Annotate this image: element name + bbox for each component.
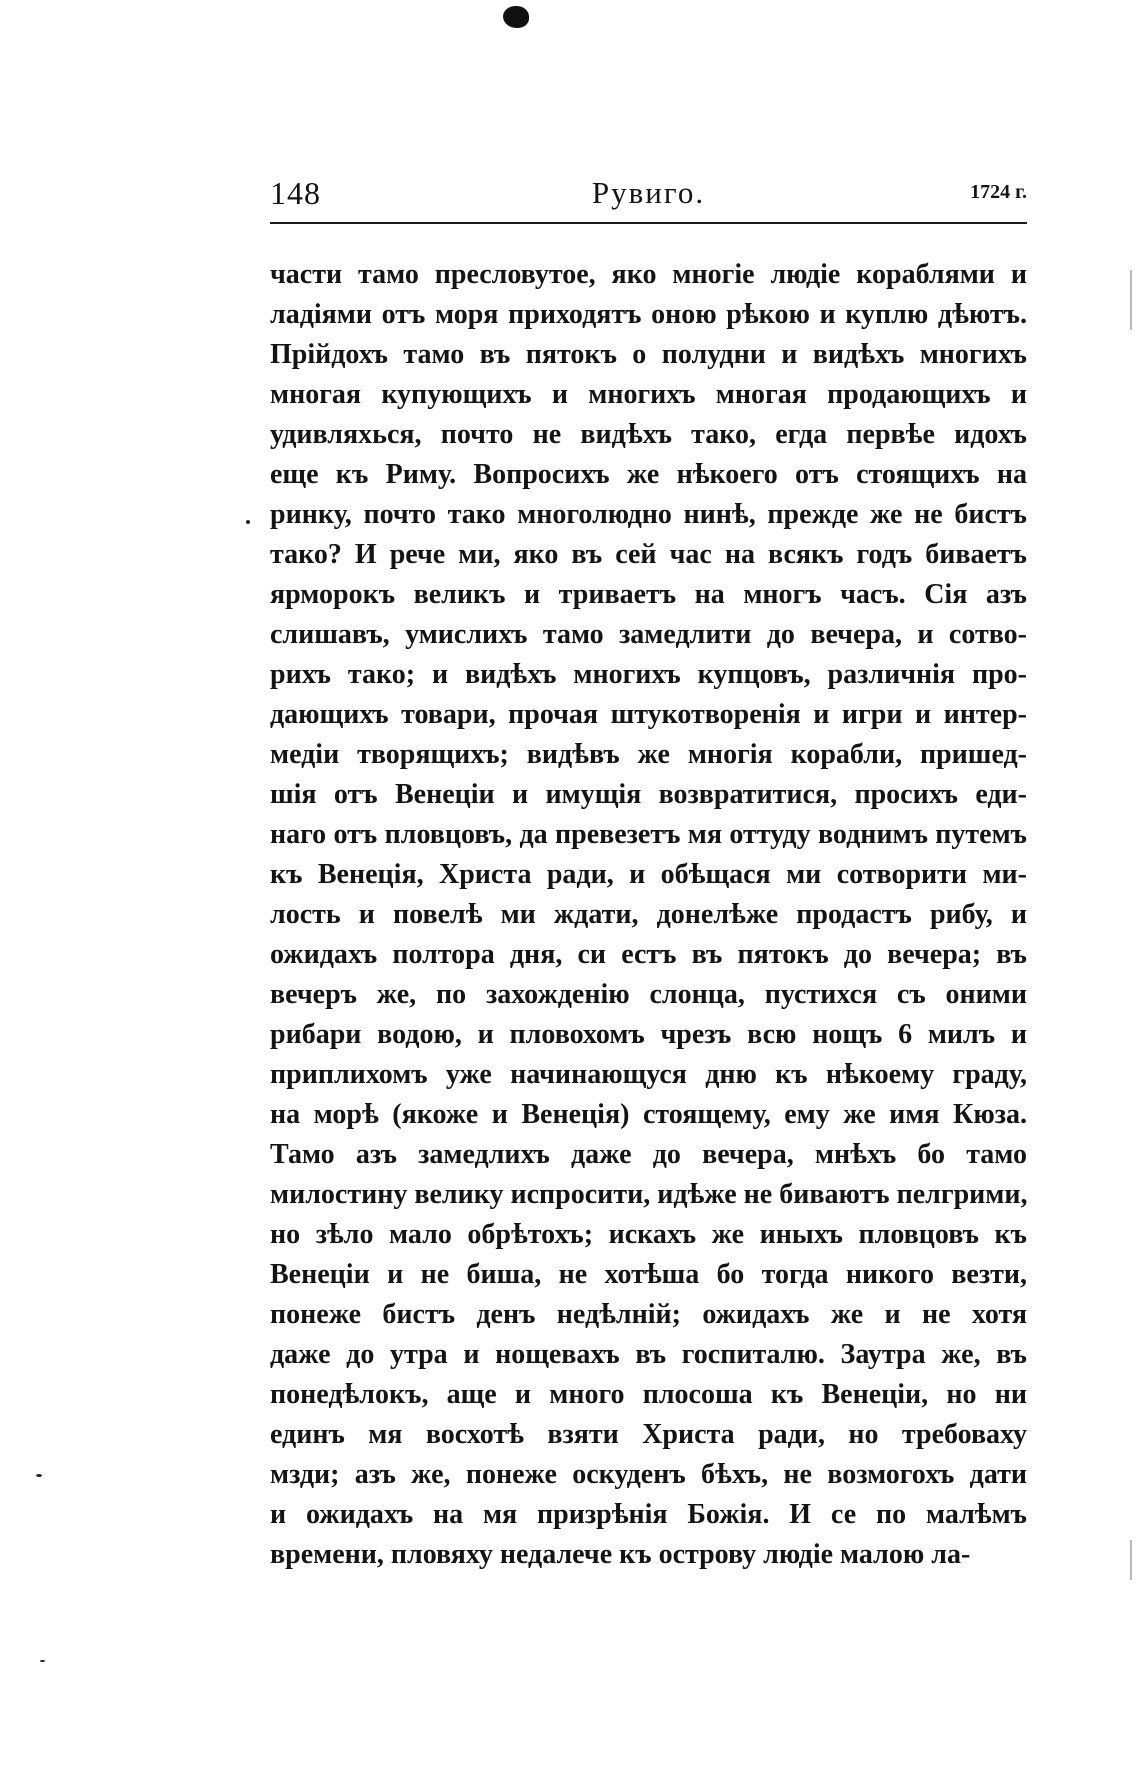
text-line: наго отъ пловцовъ, да превезетъ мя оттуду воднимъ путемъ — [270, 819, 1027, 850]
page-number: 148 — [270, 175, 321, 211]
text-line: еще къ Риму. Вопросихъ же нѣкоего отъ стоящихъ на — [270, 459, 1027, 490]
year-label: 1724 г. — [970, 181, 1027, 203]
scan-edge-mark — [1130, 1540, 1132, 1580]
text-line: Венеціи и не биша, не хотѣша бо тогда никого везти, — [270, 1259, 1027, 1290]
text-line: но зѣло мало обрѣтохъ; искахъ же иныхъ пловцовъ къ — [270, 1219, 1027, 1250]
text-line: Прійдохъ тамо въ пятокъ о полудни и видѣхъ многихъ — [270, 339, 1027, 370]
text-line: даже до утра и нощевахъ въ госпиталю. Заутра же, въ — [270, 1339, 1027, 1370]
body-text — [270, 255, 1027, 1575]
text-line: приплихомъ уже начинающуся дню къ нѣкоему граду, — [270, 1059, 1027, 1090]
page-header — [270, 175, 1027, 223]
text-line: къ Венеція, Христа ради, и обѣщася ми сотворити ми- — [270, 859, 1027, 890]
text-line: части тамо пресловутое, яко многіе людіе кораблями и — [270, 259, 1027, 290]
text-line: слишавъ, умислихъ тамо замедлити до вечера, и сотво- — [270, 619, 1027, 650]
text-line: ринку, почто тако многолюдно нинѣ, прежде же не бистъ — [270, 499, 1027, 530]
text-line: понеже бистъ денъ недѣлній; ожидахъ же и не хотя — [270, 1299, 1027, 1330]
text-line: и ожидахъ на мя призрѣнія Божія. И се по малѣмъ — [270, 1499, 1027, 1530]
text-line: ладіями отъ моря приходятъ оною рѣкою и куплю дѣютъ. — [270, 299, 1027, 330]
text-line: ожидахъ полтора дня, си естъ въ пятокъ до вечера; въ — [270, 939, 1027, 970]
ink-speck — [36, 1474, 42, 1477]
text-line: единъ мя восхотѣ взяти Христа ради, но требоваху — [270, 1419, 1027, 1450]
header-rule — [270, 222, 1027, 224]
text-line: многая купующихъ и многихъ многая продающихъ и — [270, 379, 1027, 410]
text-line: милостину велику испросити, идѣже не биваютъ пелгрими, — [270, 1179, 1027, 1210]
text-line: ярморокъ великъ и триваетъ на многъ часъ. Сія азъ — [270, 579, 1027, 610]
text-line: вечеръ же, по захожденію слонца, пустихся съ оними — [270, 979, 1027, 1010]
text-line: рихъ тако; и видѣхъ многихъ купцовъ, различнія про- — [270, 659, 1027, 690]
text-line: шія отъ Венеціи и имущія возвратитися, просихъ еди- — [270, 779, 1027, 810]
ink-speck — [246, 520, 250, 524]
text-line: времени, пловяху недалече къ острову людіе малою ла- — [270, 1539, 971, 1570]
text-line: рибари водою, и пловохомъ чрезъ всю нощъ 6 милъ и — [270, 1019, 1027, 1050]
ink-speck — [40, 1660, 45, 1662]
text-line: на морѣ (якоже и Венеція) стоящему, ему же имя Кюза. — [270, 1099, 1027, 1130]
text-line: удивляхься, почто не видѣхъ тако, егда первѣе идохъ — [270, 419, 1027, 450]
text-line: лость и повелѣ ми ждати, донелѣже продастъ рибу, и — [270, 899, 1027, 930]
text-line: понедѣлокъ, аще и много плоcоша къ Венеціи, но ни — [270, 1379, 1027, 1410]
text-line: тако? И рече ми, яко въ сей час на всякъ годъ биваетъ — [270, 539, 1027, 570]
running-title: Рувиго. — [591, 175, 706, 210]
ink-blot — [503, 6, 529, 28]
text-line: дающихъ товари, прочая штукотворенія и игри и интер- — [270, 699, 1027, 730]
text-line: мзди; азъ же, понеже оскуденъ бѣхъ, не возмогохъ дати — [270, 1459, 1027, 1490]
text-line: Тамо азъ замедлихъ даже до вечера, мнѣхъ бо тамо — [270, 1139, 1027, 1170]
scan-edge-mark — [1130, 270, 1132, 330]
text-line: медіи творящихъ; видѣвъ же многія корабли, пришед- — [270, 739, 1027, 770]
